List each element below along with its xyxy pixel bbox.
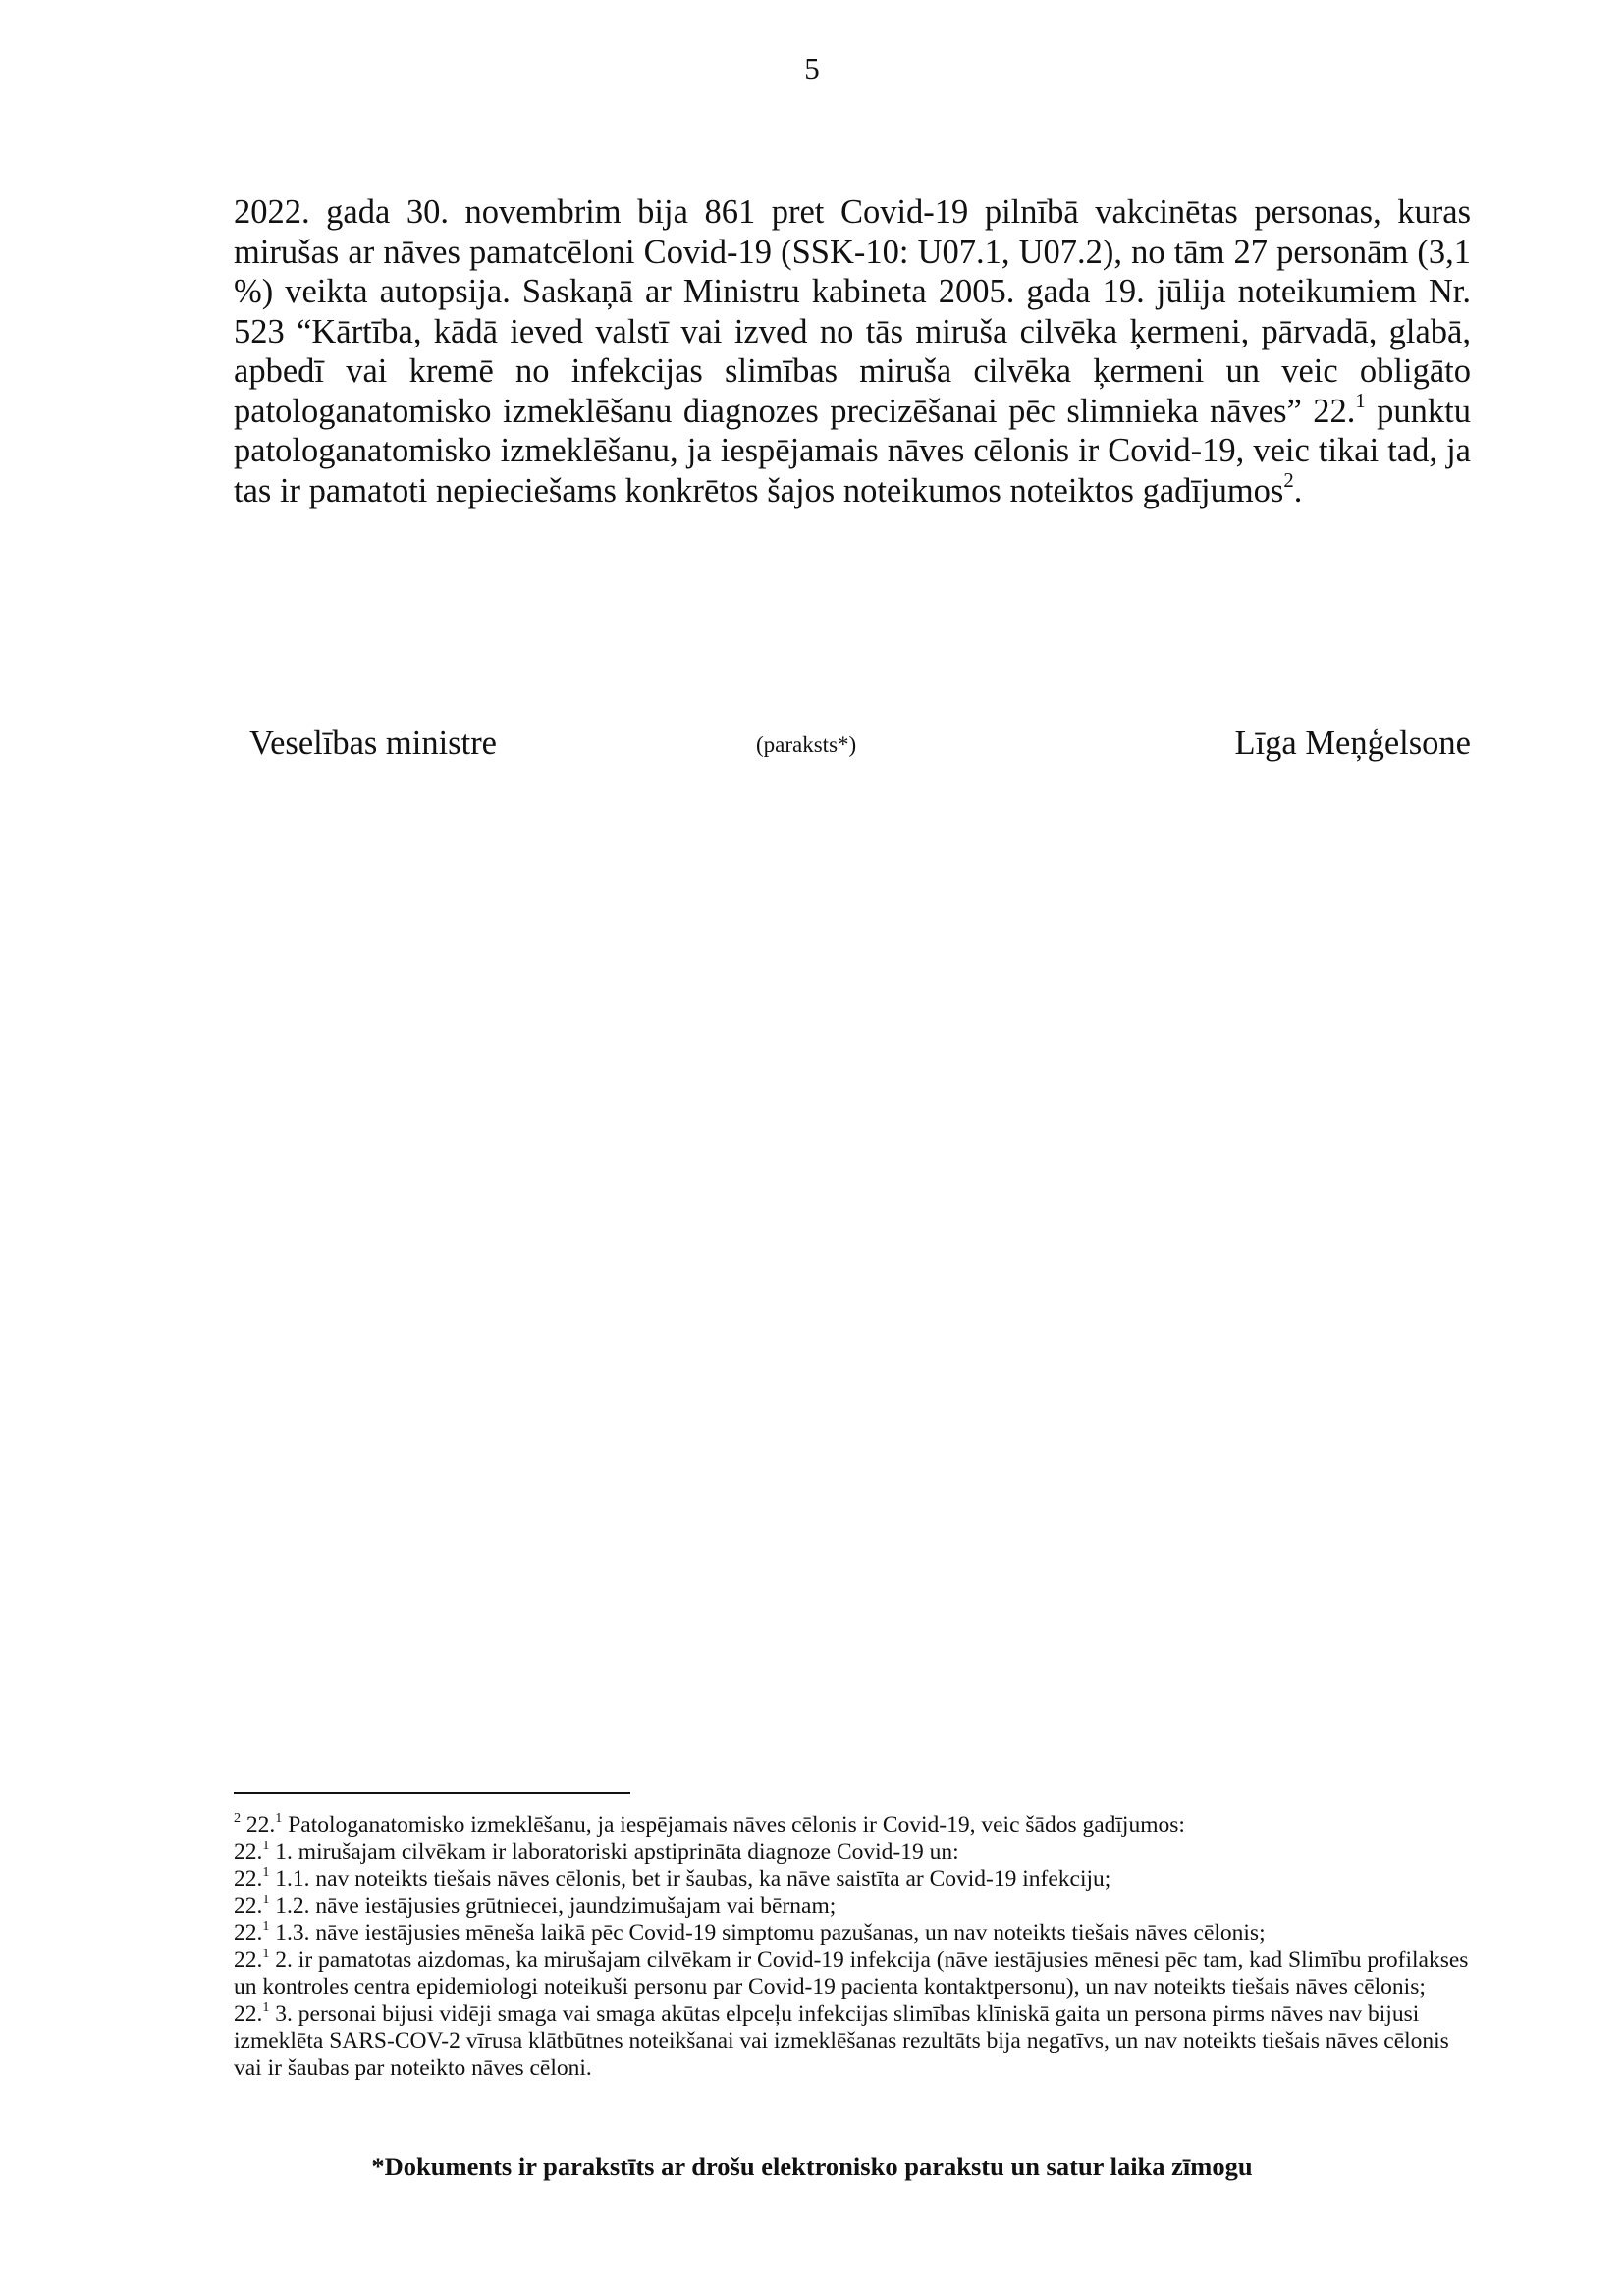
body-text-part-2: punktu patologanatomisko izmeklēšanu, ja iespējamais nāves cēlonis ir Covid-19, veic tikai tad, ja tas ir pamatoti nepieciešams konkrētos šajos noteikumos noteiktos gadījumos [234, 392, 1471, 509]
footnote-line [234, 1945, 1473, 2002]
footnote-line-text: 1.1. nav noteikts tiešais nāves cēlonis, bet ir šaubas, ka nāve saistīta ar Covid-19 infekciju; [269, 1866, 1111, 1892]
footnote-line-prefix: 22. [234, 1920, 263, 1946]
signature-mark: (paraksts*) [756, 732, 857, 757]
footnote-line-prefix: 22. [234, 1893, 263, 1919]
footnote-line-text: Patologanatomisko izmeklēšanu, ja iespējamais nāves cēlonis ir Covid-19, veic šādos gadījumos: [282, 1812, 1185, 1838]
footnote-reference: 2 [1283, 469, 1294, 492]
page-number: 5 [804, 51, 820, 85]
footnote-line-text: 2. ir pamatotas aizdomas, ka mirušajam cilvēkam ir Covid-19 infekcija (nāve iestājusies mēnesi pēc tam, kad Slimību profilakses un kontroles centra epidemiologi noteikuši personu par Covid-19 pacienta kontaktpersonu), un nav noteikts tiešais nāves cēlonis; [234, 1947, 1469, 2000]
footnote-line [234, 1837, 1473, 1867]
body-text-part-3: . [1293, 471, 1303, 509]
footnote-line-text: 1.2. nāve iestājusies grūtniecei, jaundzimušajam vai bērnam; [269, 1893, 837, 1919]
footnote-line [234, 1863, 1473, 1894]
footnote-line [234, 1891, 1473, 1921]
footnote-line [234, 1999, 1473, 2083]
footnotes [234, 1809, 1473, 2082]
footnote-line-text: 1.3. nāve iestājusies mēneša laikā pēc Covid-19 simptomu pazušanas, un nav noteikts tiešais nāves cēlonis; [269, 1920, 1266, 1946]
footnote-line-prefix: 22. [241, 1812, 276, 1838]
footnote-line-prefix: 22. [234, 2001, 263, 2027]
footnote-line-prefix: 22. [234, 1866, 263, 1892]
footnote-line-sup: 1 [262, 1891, 270, 1907]
footnote-line-text: 1. mirušajam cilvēkam ir laboratoriski apstiprināta diagnoze Covid-19 un: [269, 1839, 959, 1865]
superscript-1: 1 [1355, 390, 1366, 412]
signatory-name: Līga Meņģelsone [1234, 724, 1471, 762]
footnote-separator [234, 1792, 630, 1794]
footnote-line-sup: 1 [262, 1837, 270, 1853]
footnote-line [234, 1809, 1473, 1840]
footnote-line-sup: 1 [262, 1917, 270, 1934]
footnote-line-prefix: 22. [234, 1839, 263, 1865]
electronic-signature-note: *Dokuments ir parakstīts ar drošu elektronisko parakstu un satur laika zīmogu [371, 2152, 1253, 2181]
footnote-line [234, 1917, 1473, 1948]
footnote-line-sup: 1 [262, 1999, 270, 2015]
footnote-line-sup: 1 [262, 1863, 270, 1880]
footnote-line-prefix: 22. [234, 1947, 263, 1973]
body-paragraph [234, 192, 1471, 510]
footnote-line-text: 3. personai bijusi vidēji smaga vai smaga akūtas elpceļu infekcijas slimības klīniskā gaita un persona pirms nāves nav bijusi izmeklēta SARS-COV-2 vīrusa klātbūtnes noteikšanai vai izmeklēšanas rezultāts bija negatīvs, un nav noteikts tiešais nāves cēlonis vai ir šaubas par noteikto nāves cēloni. [234, 2001, 1449, 2081]
signature-block [0, 724, 1624, 768]
footnote-marker: 2 [234, 1809, 242, 1826]
body-text-part-1: 2022. gada 30. novembrim bija 861 pret Covid-19 pilnībā vakcinētas personas, kuras mirušas ar nāves pamatcēloni Covid-19 (SSK-10: U07.1, U07.2), no tām 27 personām (3,1 %) veikta autopsija. Saskaņā ar Ministru kabineta 2005. gada 19. jūlija noteikumiem Nr. 523 “Kārtība, kādā ieved valstī vai izved no tās miruša cilvēka ķermeni, pārvadā, glabā, apbedī vai kremē no infekcijas slimības miruša cilvēka ķermeni un veic obligāto patologanatomisko izmeklēšanu diagnozes precizēšanai pēc slimnieka nāves” 22. [234, 193, 1471, 430]
footnote-line-sup: 1 [275, 1809, 283, 1826]
signature-title: Veselības ministre [249, 724, 497, 762]
footnote-line-sup: 1 [262, 1945, 270, 1961]
